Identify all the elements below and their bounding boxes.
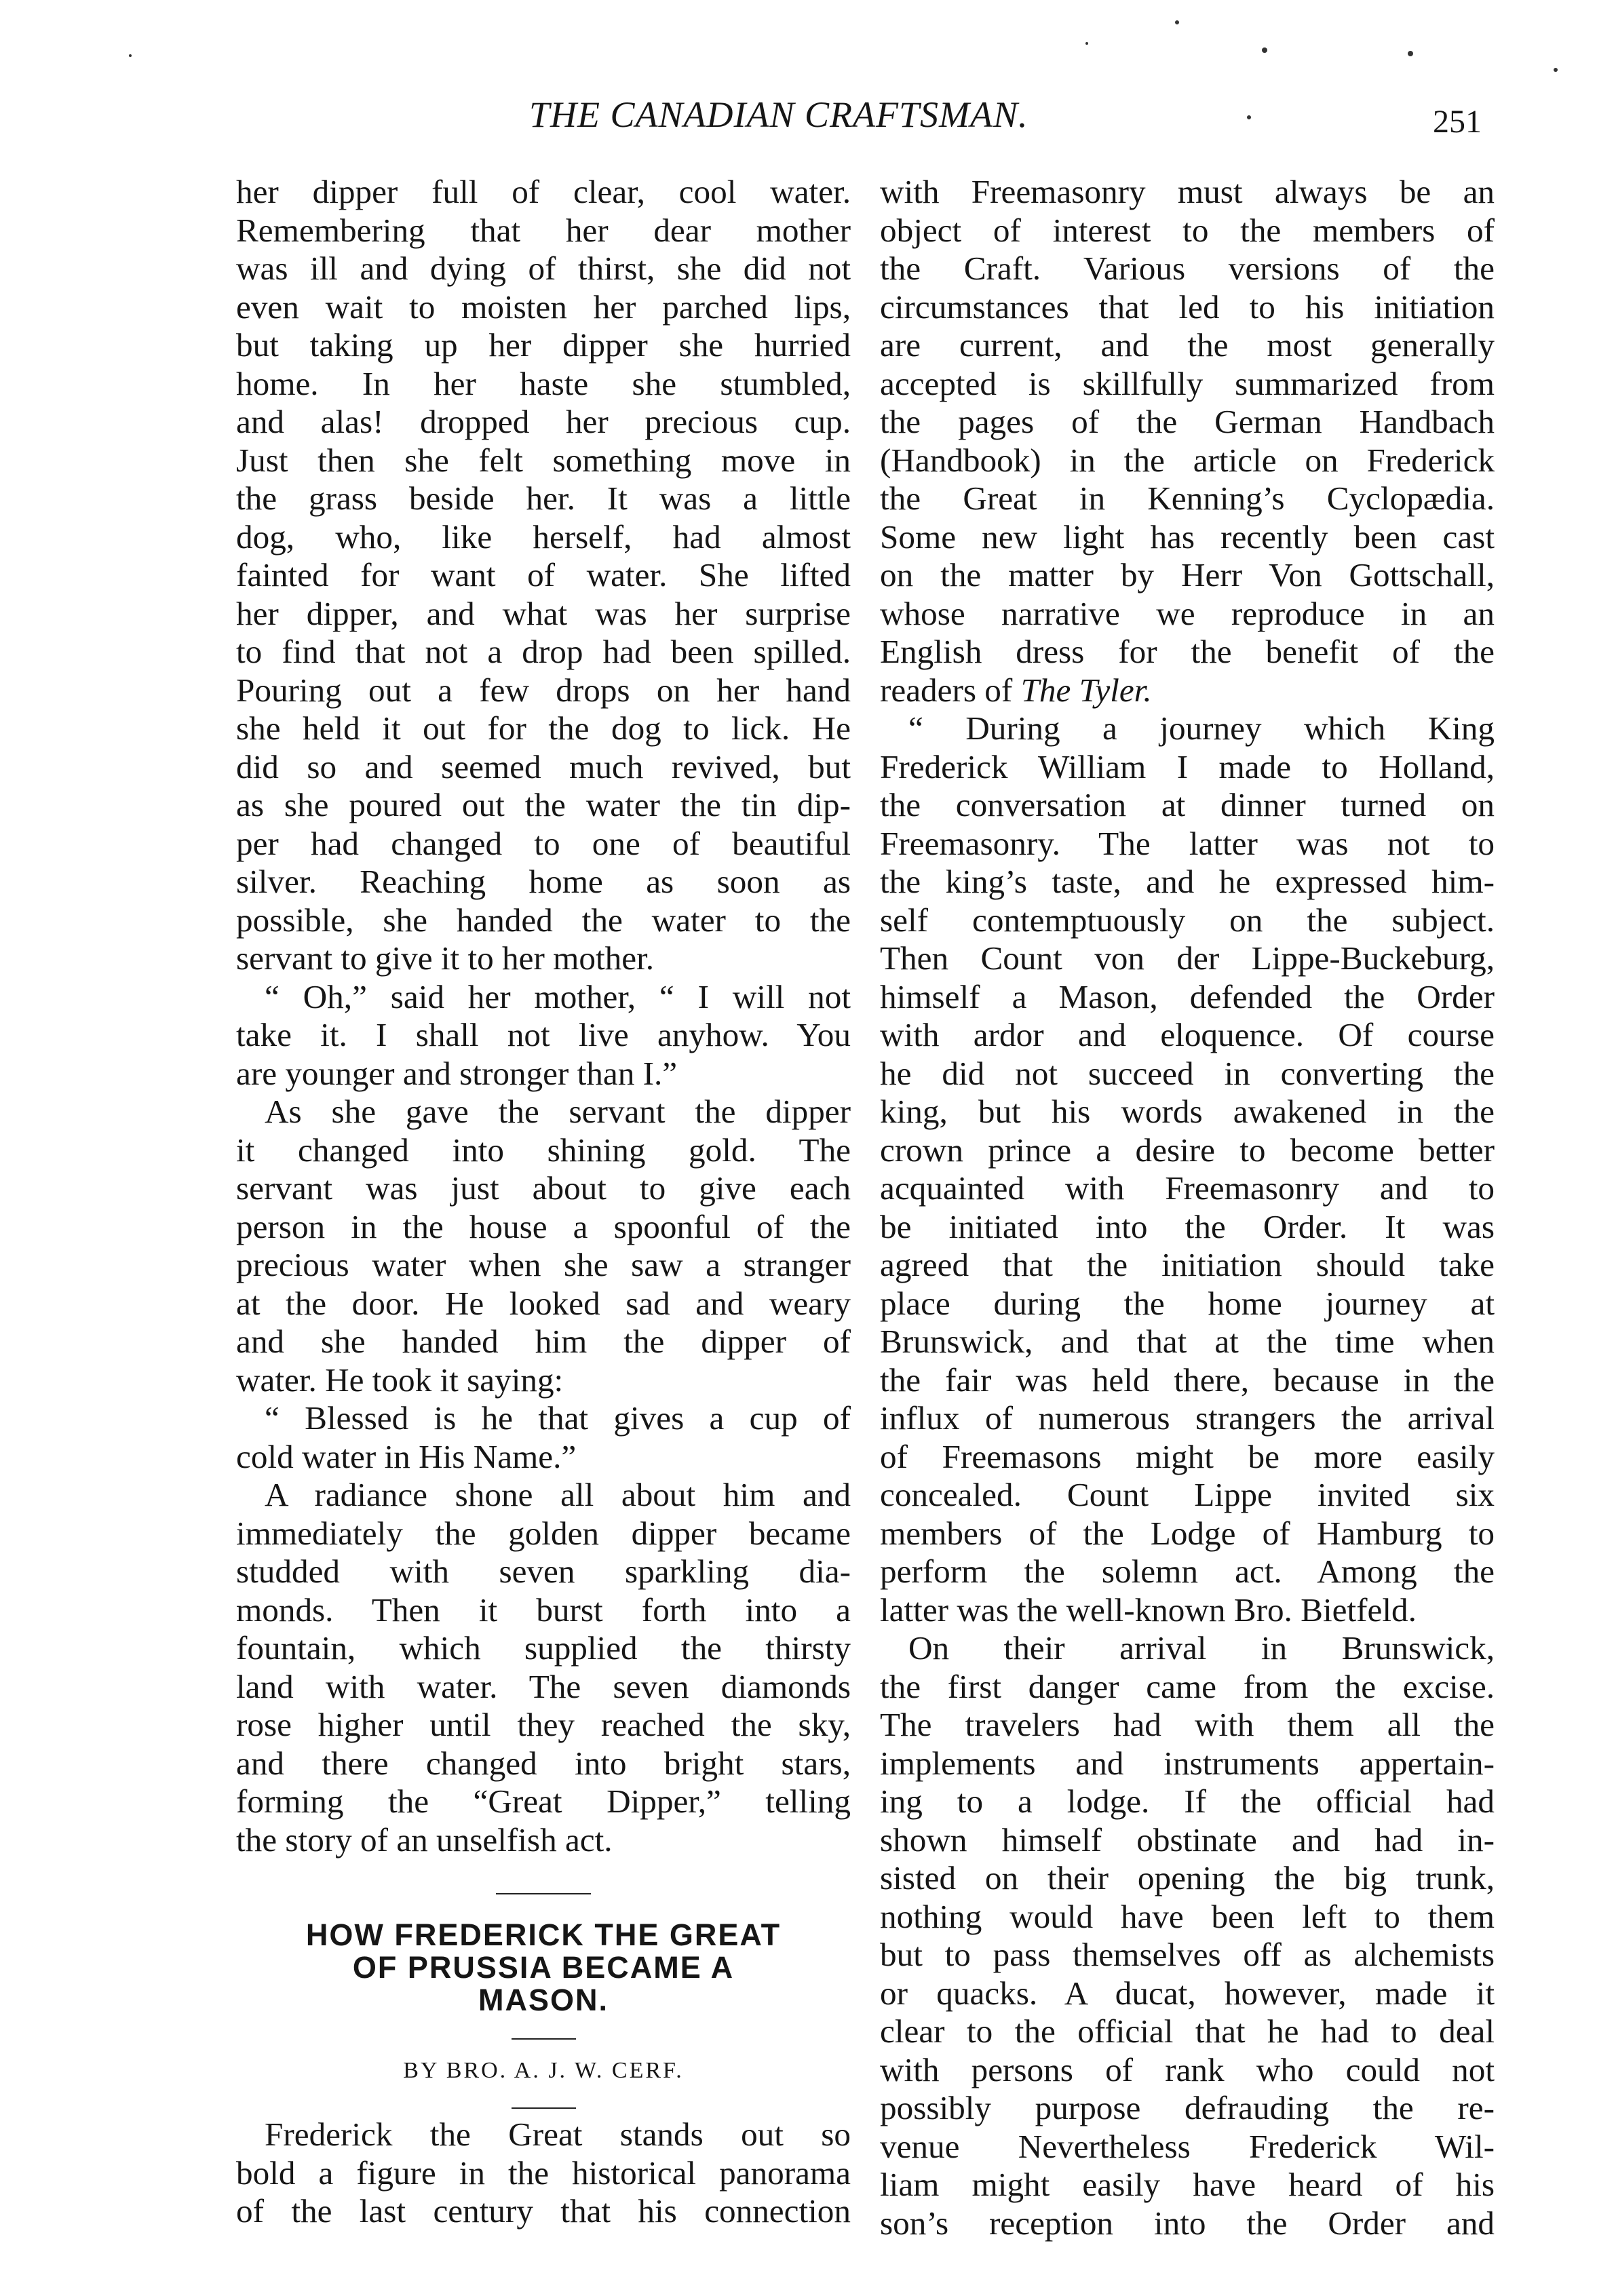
text-line: members of the Lodge of Hamburg to [880, 1514, 1495, 1552]
text-line: to find that not a drop had been spilled. [236, 633, 851, 670]
text-line: influx of numerous strangers the arrival [880, 1399, 1495, 1437]
text-line: be initiated into the Order. It was [880, 1207, 1495, 1245]
section-rule [496, 1893, 591, 1894]
text-line: the fair was held there, because in the [880, 1361, 1495, 1399]
text-line: studded with seven sparkling dia- [236, 1553, 851, 1590]
text-line: the Craft. Various versions of the [880, 250, 1495, 287]
text-line: perform the solemn act. Among the [880, 1553, 1495, 1590]
scan-speck [1262, 47, 1267, 53]
text-line: Some new light has recently been cast [880, 518, 1495, 556]
text-line: latter was the well-known Bro. Bietfeld. [880, 1591, 1417, 1629]
text-line: Frederick William I made to Holland, [880, 747, 1495, 785]
scan-speck [1175, 20, 1179, 24]
right-column [880, 173, 1495, 2242]
text-line: clear to the official that he had to deal [880, 2012, 1495, 2050]
text-line: with persons of rank who could not [880, 2050, 1495, 2088]
byline: BY BRO. A. J. W. CERF. [403, 2058, 684, 2083]
byline-rule [512, 2107, 576, 2109]
text-line: of the last century that his connection [236, 2192, 851, 2230]
text-line: or quacks. A ducat, however, made it [880, 1974, 1495, 2012]
text-line: take it. I shall not live anyhow. You [236, 1016, 851, 1053]
text-line: object of interest to the members of [880, 211, 1495, 249]
text-line: Brunswick, and that at the time when [880, 1323, 1495, 1360]
text-line: the pages of the German Handbach [880, 403, 1495, 440]
text-line: (Handbook) in the article on Frederick [880, 441, 1495, 479]
text-line: immediately the golden dipper became [236, 1514, 851, 1552]
text-line: implements and instruments appertain- [880, 1744, 1495, 1782]
text-line: Then Count von der Lippe-Buckeburg, [880, 939, 1495, 977]
text-line: Frederick the Great stands out so [265, 2116, 851, 2153]
text-line: as she poured out the water the tin dip- [236, 786, 851, 823]
text-line: the king’s taste, and he expressed him- [880, 863, 1495, 900]
text-line: son’s reception into the Order and [880, 2204, 1495, 2242]
text-line: of Freemasons might be more easily [880, 1437, 1495, 1475]
text-line: king, but his words awakened in the [880, 1093, 1495, 1130]
text-line: “ During a journey which King [908, 709, 1495, 747]
text-line: venue Nevertheless Frederick Wil- [880, 2127, 1495, 2165]
text-line: whose narrative we reproduce in an [880, 594, 1495, 632]
text-line: servant was just about to give each [236, 1169, 851, 1207]
text-line: himself a Mason, defended the Order [880, 977, 1495, 1015]
text-line: fountain, which supplied the thirsty [236, 1629, 851, 1667]
text-line: it changed into shining gold. The [236, 1131, 851, 1169]
article-heading: HOW FREDERICK THE GREAT [305, 1918, 782, 1952]
text-line: possible, she handed the water to the [236, 901, 851, 939]
text-line: she held it out for the dog to lick. He [236, 709, 851, 747]
text-line: are current, and the most generally [880, 326, 1495, 364]
text-line: monds. Then it burst forth into a [236, 1591, 851, 1629]
text-line: ing to a lodge. If the official had [880, 1783, 1495, 1820]
text-line: Remembering that her dear mother [236, 211, 851, 249]
scan-speck [1085, 42, 1088, 45]
running-head [0, 94, 1616, 148]
text-line: possibly purpose defrauding the re- [880, 2089, 1495, 2126]
scan-speck [1408, 51, 1413, 56]
text-line: per had changed to one of beautiful [236, 824, 851, 862]
text-line: was ill and dying of thirst, she did not [236, 250, 851, 287]
left-column [236, 173, 851, 2231]
text-line: precious water when she saw a stranger [236, 1246, 851, 1283]
text-line: her dipper, and what was her surprise [236, 594, 851, 632]
text-line: sisted on their opening the big trunk, [880, 1859, 1495, 1896]
text-line: rose higher until they reached the sky, [236, 1706, 851, 1743]
text-line: the first danger came from the excise. [880, 1667, 1495, 1705]
text-line: forming the “Great Dipper,” telling [236, 1783, 851, 1820]
text-line: with ardor and eloquence. Of course [880, 1016, 1495, 1053]
publication-title: The Tyler. [1020, 671, 1152, 709]
text-line: with Freemasonry must always be an [880, 173, 1495, 210]
text-line: and there changed into bright stars, [236, 1744, 851, 1782]
text-line: liam might easily have heard of his [880, 2166, 1495, 2203]
text-line: concealed. Count Lippe invited six [880, 1476, 1495, 1513]
text-line: crown prince a desire to become better [880, 1131, 1495, 1169]
text-line: “ Blessed is he that gives a cup of [265, 1399, 851, 1437]
text-line: but taking up her dipper she hurried [236, 326, 851, 364]
text-line: circumstances that led to his initiation [880, 288, 1495, 326]
text-line: did so and seemed much revived, but [236, 747, 851, 785]
text-line: Just then she felt something move in [236, 441, 851, 479]
text-line: land with water. The seven diamonds [236, 1667, 851, 1705]
text-line: on the matter by Herr Von Gottschall, [880, 556, 1495, 594]
text-line: “ Oh,” said her mother, “ I will not [265, 977, 851, 1015]
article-heading: OF PRUSSIA BECAME A [352, 1950, 735, 1985]
text-line: home. In her haste she stumbled, [236, 364, 851, 402]
text-line: the grass beside her. It was a little [236, 480, 851, 517]
text-line: and she handed him the dipper of [236, 1323, 851, 1360]
text-line: silver. Reaching home as soon as [236, 863, 851, 900]
text-line: Pouring out a few drops on her hand [236, 671, 851, 709]
text-line: her dipper full of clear, cool water. [236, 173, 851, 210]
text-line: fainted for want of water. She lifted [236, 556, 851, 594]
text-line: the Great in Kenning’s Cyclopædia. [880, 480, 1495, 517]
text-line: the conversation at dinner turned on [880, 786, 1495, 823]
text-line: The travelers had with them all the [880, 1706, 1495, 1743]
text-line: at the door. He looked sad and weary [236, 1284, 851, 1322]
text-line: shown himself obstinate and had in- [880, 1821, 1495, 1859]
heading-rule [512, 2038, 576, 2040]
article-heading: MASON. [478, 1983, 609, 2017]
text-line [880, 672, 1495, 710]
text-line: cold water in His Name.” [236, 1437, 577, 1475]
scan-speck [129, 54, 132, 57]
text-line: self contemptuously on the subject. [880, 901, 1495, 939]
text-line: As she gave the servant the dipper [265, 1093, 851, 1130]
text-line: even wait to moisten her parched lips, [236, 288, 851, 326]
scan-speck [1554, 68, 1558, 72]
text-line: agreed that the initiation should take [880, 1246, 1495, 1283]
text-line: but to pass themselves off as alchemists [880, 1936, 1495, 1973]
text-line: servant to give it to her mother. [236, 939, 655, 977]
text-line: and alas! dropped her precious cup. [236, 403, 851, 440]
text-line: the story of an unselfish act. [236, 1821, 613, 1859]
text-line: On their arrival in Brunswick, [908, 1629, 1495, 1667]
text-line: place during the home journey at [880, 1284, 1495, 1322]
text-line: he did not succeed in converting the [880, 1054, 1495, 1092]
text-line: are younger and stronger than I.” [236, 1054, 678, 1092]
running-title: THE CANADIAN CRAFTSMAN. [529, 94, 1028, 135]
page-number: 251 [1433, 104, 1482, 140]
text-line: nothing would have been left to them [880, 1897, 1495, 1935]
text-line: bold a figure in the historical panorama [236, 2154, 851, 2192]
readers-prefix: readers of [880, 671, 1021, 709]
text-line: water. He took it saying: [236, 1361, 564, 1399]
text-line: acquainted with Freemasonry and to [880, 1169, 1495, 1207]
header-dot [1247, 115, 1251, 119]
text-line: accepted is skillfully summarized from [880, 364, 1495, 402]
text-line: Freemasonry. The latter was not to [880, 824, 1495, 862]
text-line: person in the house a spoonful of the [236, 1207, 851, 1245]
text-line: A radiance shone all about him and [265, 1476, 851, 1513]
text-line: dog, who, like herself, had almost [236, 518, 851, 556]
text-line: English dress for the benefit of the [880, 633, 1495, 670]
